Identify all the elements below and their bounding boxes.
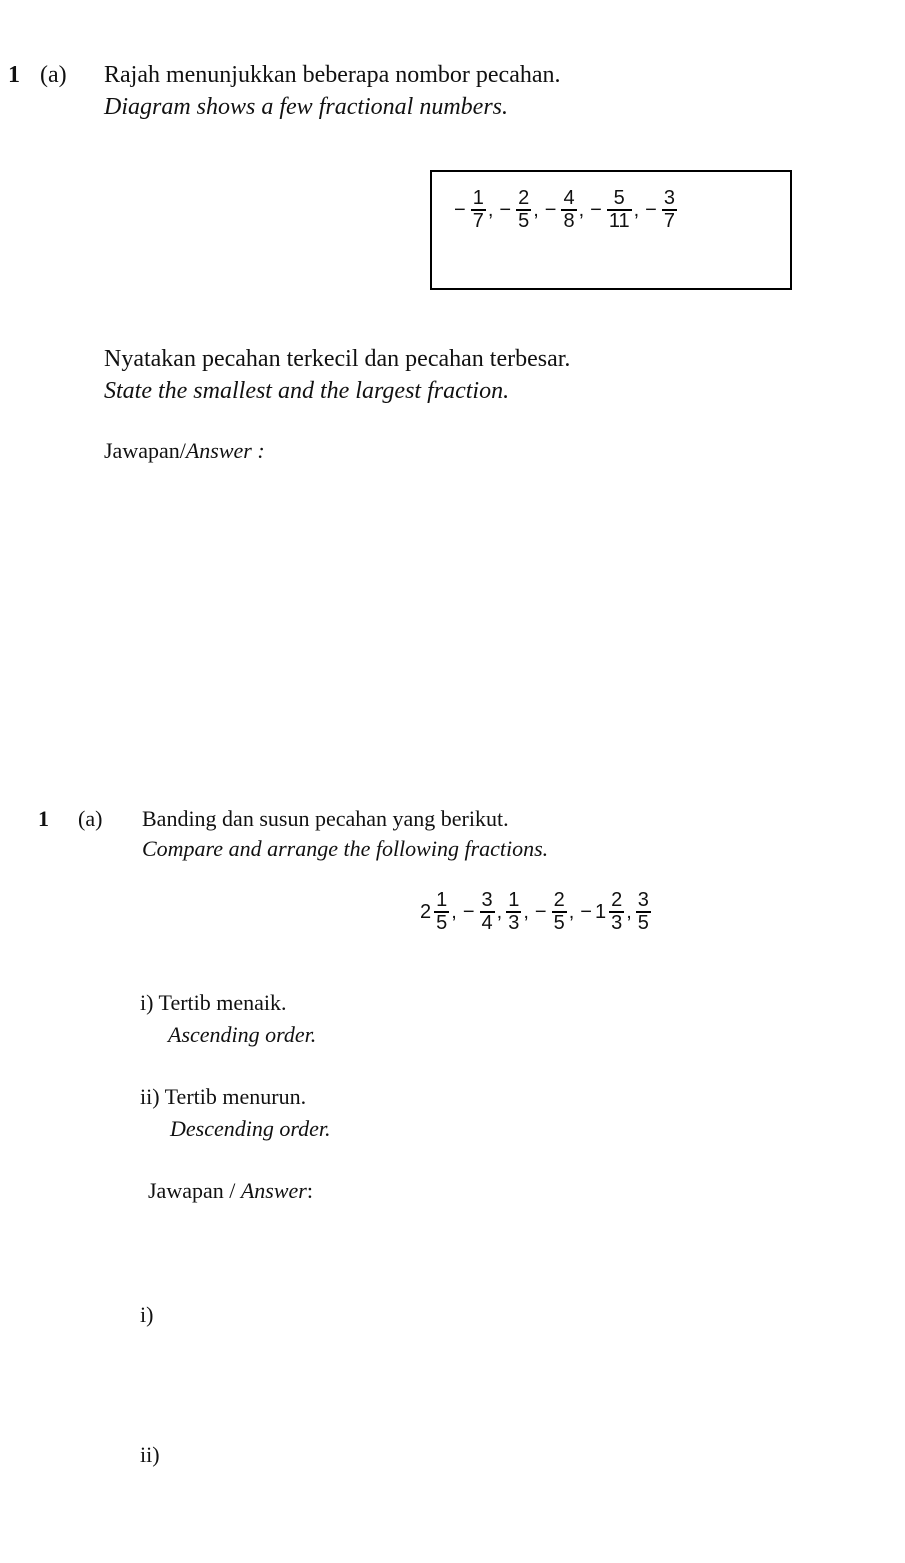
comma: , [487, 199, 494, 221]
prompt-malay: Banding dan susun pecahan yang berikut. [142, 806, 509, 831]
answer-label [148, 1178, 313, 1204]
prompt-english: Compare and arrange the following fractions. [142, 836, 549, 861]
answer-label-english: Answer : [185, 438, 265, 463]
fraction [607, 188, 632, 232]
fraction [434, 890, 449, 934]
comma: , [578, 199, 585, 221]
denominator: 3 [611, 912, 623, 934]
minus-sign: − [534, 900, 547, 923]
numerator: 5 [613, 187, 625, 209]
minus-sign: − [454, 198, 466, 221]
numerator: 1 [436, 889, 448, 911]
fraction [609, 890, 624, 934]
fraction [471, 188, 486, 232]
comma: , [626, 901, 632, 923]
denominator: 5 [436, 912, 448, 934]
minus-sign: − [499, 198, 512, 221]
fraction [636, 890, 651, 934]
numerator: 3 [481, 889, 493, 911]
comma: , [451, 901, 457, 923]
numerator: 1 [508, 889, 520, 911]
question-part: (a) [40, 62, 67, 88]
numerator: 2 [553, 889, 565, 911]
denominator: 11 [608, 210, 630, 232]
numerator: 3 [663, 187, 675, 209]
answer-label-malay: Jawapan/ [104, 438, 186, 463]
fraction [516, 188, 531, 232]
denominator: 5 [637, 912, 649, 934]
fraction [662, 188, 677, 232]
sub-question-i-english: Ascending order. [168, 1022, 317, 1047]
fraction-list [450, 188, 679, 232]
answer-label [104, 438, 265, 464]
minus-sign: − [580, 900, 592, 923]
denominator: 8 [563, 210, 575, 232]
denominator: 5 [518, 210, 530, 232]
numerator: 4 [563, 187, 575, 209]
sub-question-ii-malay: ii) Tertib menurun. [140, 1084, 307, 1109]
question-number: 1 [38, 806, 49, 831]
denominator: 7 [663, 210, 675, 232]
fraction [506, 890, 521, 934]
answer-space-i-label: i) [140, 1302, 154, 1327]
comma: , [633, 199, 640, 221]
fraction [561, 188, 576, 232]
fraction-list [420, 890, 653, 934]
question-number: 1 [8, 62, 20, 88]
denominator: 5 [553, 912, 565, 934]
question-malay: Nyatakan pecahan terkecil dan pecahan terbesar. [104, 346, 571, 372]
fraction [552, 890, 567, 934]
question-english: State the smallest and the largest fraction. [104, 378, 510, 404]
minus-sign: − [544, 198, 557, 221]
numerator: 2 [611, 889, 623, 911]
prompt-malay: Rajah menunjukkan beberapa nombor pecahan. [104, 62, 561, 88]
sub-question-ii-english: Descending order. [170, 1116, 331, 1141]
minus-sign: − [462, 900, 475, 923]
whole-number: 1 [594, 900, 607, 923]
comma: , [496, 901, 503, 923]
answer-label-malay: Jawapan / [148, 1178, 236, 1203]
denominator: 7 [472, 210, 484, 232]
minus-sign: − [645, 198, 657, 221]
comma: , [523, 901, 529, 923]
answer-label-colon: : [306, 1178, 313, 1203]
comma: , [568, 901, 575, 923]
denominator: 4 [481, 912, 493, 934]
question-part: (a) [78, 806, 103, 831]
comma: , [533, 199, 539, 221]
numerator: 3 [637, 889, 649, 911]
minus-sign: − [590, 198, 602, 221]
sub-question-i-malay: i) Tertib menaik. [140, 990, 287, 1015]
prompt-english: Diagram shows a few fractional numbers. [104, 94, 509, 120]
answer-space-ii-label: ii) [140, 1442, 160, 1467]
denominator: 3 [508, 912, 520, 934]
numerator: 2 [518, 187, 530, 209]
whole-number: 2 [420, 900, 432, 923]
fraction [480, 890, 495, 934]
numerator: 1 [472, 187, 484, 209]
answer-label-english: Answer [240, 1178, 307, 1203]
